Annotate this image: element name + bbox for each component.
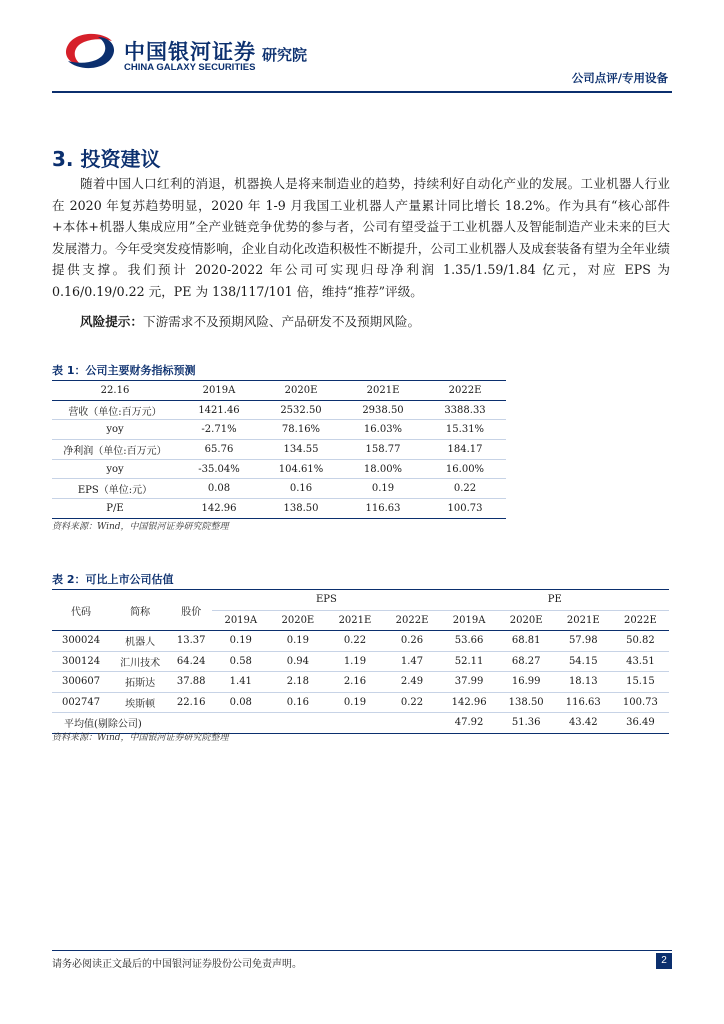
cell: 16.99: [498, 672, 555, 693]
table1-header-cell: 2021E: [342, 381, 424, 400]
cell: 拓斯达: [110, 672, 170, 693]
cell: 65.76: [178, 440, 260, 460]
year-header: 2021E: [326, 610, 383, 631]
footer-divider: [52, 950, 672, 951]
cell: 0.19: [212, 631, 269, 652]
table-row: [52, 631, 669, 652]
row-label: yoy: [52, 459, 178, 479]
pe-group-header: PE: [441, 590, 669, 610]
cell: 53.66: [441, 631, 498, 652]
year-header: 2020E: [498, 610, 555, 631]
cell: 0.22: [326, 631, 383, 652]
risk-text: 下游需求不及预期风险、产品研发不及预期风险。: [142, 314, 421, 329]
table-row: [52, 420, 506, 440]
cell: 36.49: [612, 713, 669, 734]
cell: 104.61%: [260, 459, 342, 479]
cell: 43.51: [612, 651, 669, 672]
cell: 1.41: [212, 672, 269, 693]
cell: 埃斯顿: [110, 692, 170, 713]
cell: 78.16%: [260, 420, 342, 440]
cell: -35.04%: [178, 459, 260, 479]
cell: 0.26: [383, 631, 440, 652]
cell: 142.96: [178, 499, 260, 519]
cell: 184.17: [424, 440, 506, 460]
cell: 0.22: [383, 692, 440, 713]
cell: 57.98: [555, 631, 612, 652]
cell: 16.00%: [424, 459, 506, 479]
table1-header-cell: 22.16: [52, 381, 178, 400]
cell: 50.82: [612, 631, 669, 652]
cell: 43.42: [555, 713, 612, 734]
cell: 37.99: [441, 672, 498, 693]
row-label: yoy: [52, 420, 178, 440]
footer-disclaimer: 请务必阅读正文最后的中国银河证券股份公司免责声明。: [52, 959, 302, 970]
cell: 3388.33: [424, 400, 506, 420]
table2-caption: 表 2：可比上市公司估值: [52, 573, 174, 586]
eps-group-header: EPS: [212, 590, 440, 610]
cell: 0.08: [212, 692, 269, 713]
year-header: 2022E: [612, 610, 669, 631]
cell: 300607: [52, 672, 110, 693]
year-header: 2020E: [269, 610, 326, 631]
risk-label: 风险提示：: [80, 314, 143, 329]
col-code-header: 代码: [52, 590, 110, 631]
cell: 2.16: [326, 672, 383, 693]
table1-source: 资料来源：Wind，中国银河证券研究院整理: [52, 522, 229, 532]
table1-header-cell: 2020E: [260, 381, 342, 400]
cell: 2.18: [269, 672, 326, 693]
cell: 22.16: [170, 692, 212, 713]
cell: 18.13: [555, 672, 612, 693]
cell: 0.19: [269, 631, 326, 652]
row-label: EPS（单位:元）: [52, 479, 178, 499]
col-price-header: 股价: [170, 590, 212, 631]
cell: 15.31%: [424, 420, 506, 440]
cell: 16.03%: [342, 420, 424, 440]
investment-paragraph: 随着中国人口红利的消退，机器换人是将来制造业的趋势，持续利好自动化产业的发展。工业机器人行业在 2020 年复苏趋势明显，2020 年 1-9 月我国工业机器人产量累计同比增长 18.2%。作为具有“核心部件+本体+机器人集成应用”全产业链竞争优势的参与者，公司有望受益于工业机器人及智能制造产业未来的巨大发展潜力。今年受突发疫情影响，企业自动化改造积极性不断提升，公司工业机器人及成套装备有望为全年业绩提供支撑。我们预计 2020-2022 年公司可实现归母净利润 1.35/1.59/1.84 亿元，对应 EPS 为 0.16/0.19/0.22 元，PE 为 138/117/101 倍，维持“推荐”评级。: [52, 176, 670, 299]
cell: 100.73: [424, 499, 506, 519]
cell: 0.16: [269, 692, 326, 713]
cell: 68.81: [498, 631, 555, 652]
table-row: [52, 499, 506, 519]
table-row: [52, 459, 506, 479]
empty-cell: [383, 713, 440, 734]
cell: 18.00%: [342, 459, 424, 479]
empty-cell: [269, 713, 326, 734]
cell: 51.36: [498, 713, 555, 734]
row-label: 净利润（单位:百万元）: [52, 440, 178, 460]
table-row: [52, 440, 506, 460]
cell: 300024: [52, 631, 110, 652]
cell: -2.71%: [178, 420, 260, 440]
cell: 0.19: [326, 692, 383, 713]
cell: 138.50: [260, 499, 342, 519]
table1-header-cell: 2019A: [178, 381, 260, 400]
logo-english-name: CHINA GALAXY SECURITIES: [124, 62, 256, 73]
table1-header-row: [52, 381, 506, 400]
cell: 15.15: [612, 672, 669, 693]
cell: 37.88: [170, 672, 212, 693]
cell: 1421.46: [178, 400, 260, 420]
cell: 158.77: [342, 440, 424, 460]
cell: 138.50: [498, 692, 555, 713]
cell: 2532.50: [260, 400, 342, 420]
cell: 0.19: [342, 479, 424, 499]
cell: 47.92: [441, 713, 498, 734]
cell: 0.08: [178, 479, 260, 499]
section-title: 3. 投资建议: [52, 147, 161, 171]
cell: 机器人: [110, 631, 170, 652]
cell: 142.96: [441, 692, 498, 713]
cell: 52.11: [441, 651, 498, 672]
col-name-header: 简称: [110, 590, 170, 631]
galaxy-logo-icon: [62, 33, 118, 69]
table-row: [52, 692, 669, 713]
risk-warning: [52, 312, 670, 332]
cell: 2.49: [383, 672, 440, 693]
logo-chinese-name: 中国银河证券: [124, 40, 256, 64]
cell: 1.47: [383, 651, 440, 672]
cell: 汇川技术: [110, 651, 170, 672]
financial-forecast-table: [52, 381, 506, 519]
table-row: [52, 479, 506, 499]
cell: 1.19: [326, 651, 383, 672]
cell: 0.58: [212, 651, 269, 672]
row-label: P/E: [52, 499, 178, 519]
cell: 13.37: [170, 631, 212, 652]
cell: 134.55: [260, 440, 342, 460]
cell: 116.63: [555, 692, 612, 713]
year-header: 2022E: [383, 610, 440, 631]
table-row: [52, 672, 669, 693]
year-header: 2019A: [441, 610, 498, 631]
page-number: 2: [656, 953, 672, 969]
table-row: [52, 651, 669, 672]
table2-source: 资料来源：Wind，中国银河证券研究院整理: [52, 733, 229, 743]
cell: 002747: [52, 692, 110, 713]
institute-label: 研究院: [262, 46, 308, 64]
table-row: [52, 400, 506, 420]
table1-caption: 表 1：公司主要财务指标预测: [52, 364, 196, 377]
cell: 54.15: [555, 651, 612, 672]
table1-header-cell: 2022E: [424, 381, 506, 400]
cell: 68.27: [498, 651, 555, 672]
average-label: 平均值(剔除公司): [52, 713, 212, 734]
header-divider: [52, 91, 672, 93]
year-header: 2021E: [555, 610, 612, 631]
cell: 0.22: [424, 479, 506, 499]
document-type: 公司点评/专用设备: [571, 71, 668, 85]
table2-group-row: [52, 590, 669, 610]
cell: 0.16: [260, 479, 342, 499]
cell: 2938.50: [342, 400, 424, 420]
comparable-valuation-table: [52, 590, 669, 734]
cell: 300124: [52, 651, 110, 672]
cell: 0.94: [269, 651, 326, 672]
cell: 64.24: [170, 651, 212, 672]
cell: 116.63: [342, 499, 424, 519]
empty-cell: [326, 713, 383, 734]
row-label: 营收（单位:百万元）: [52, 400, 178, 420]
year-header: 2019A: [212, 610, 269, 631]
cell: 100.73: [612, 692, 669, 713]
